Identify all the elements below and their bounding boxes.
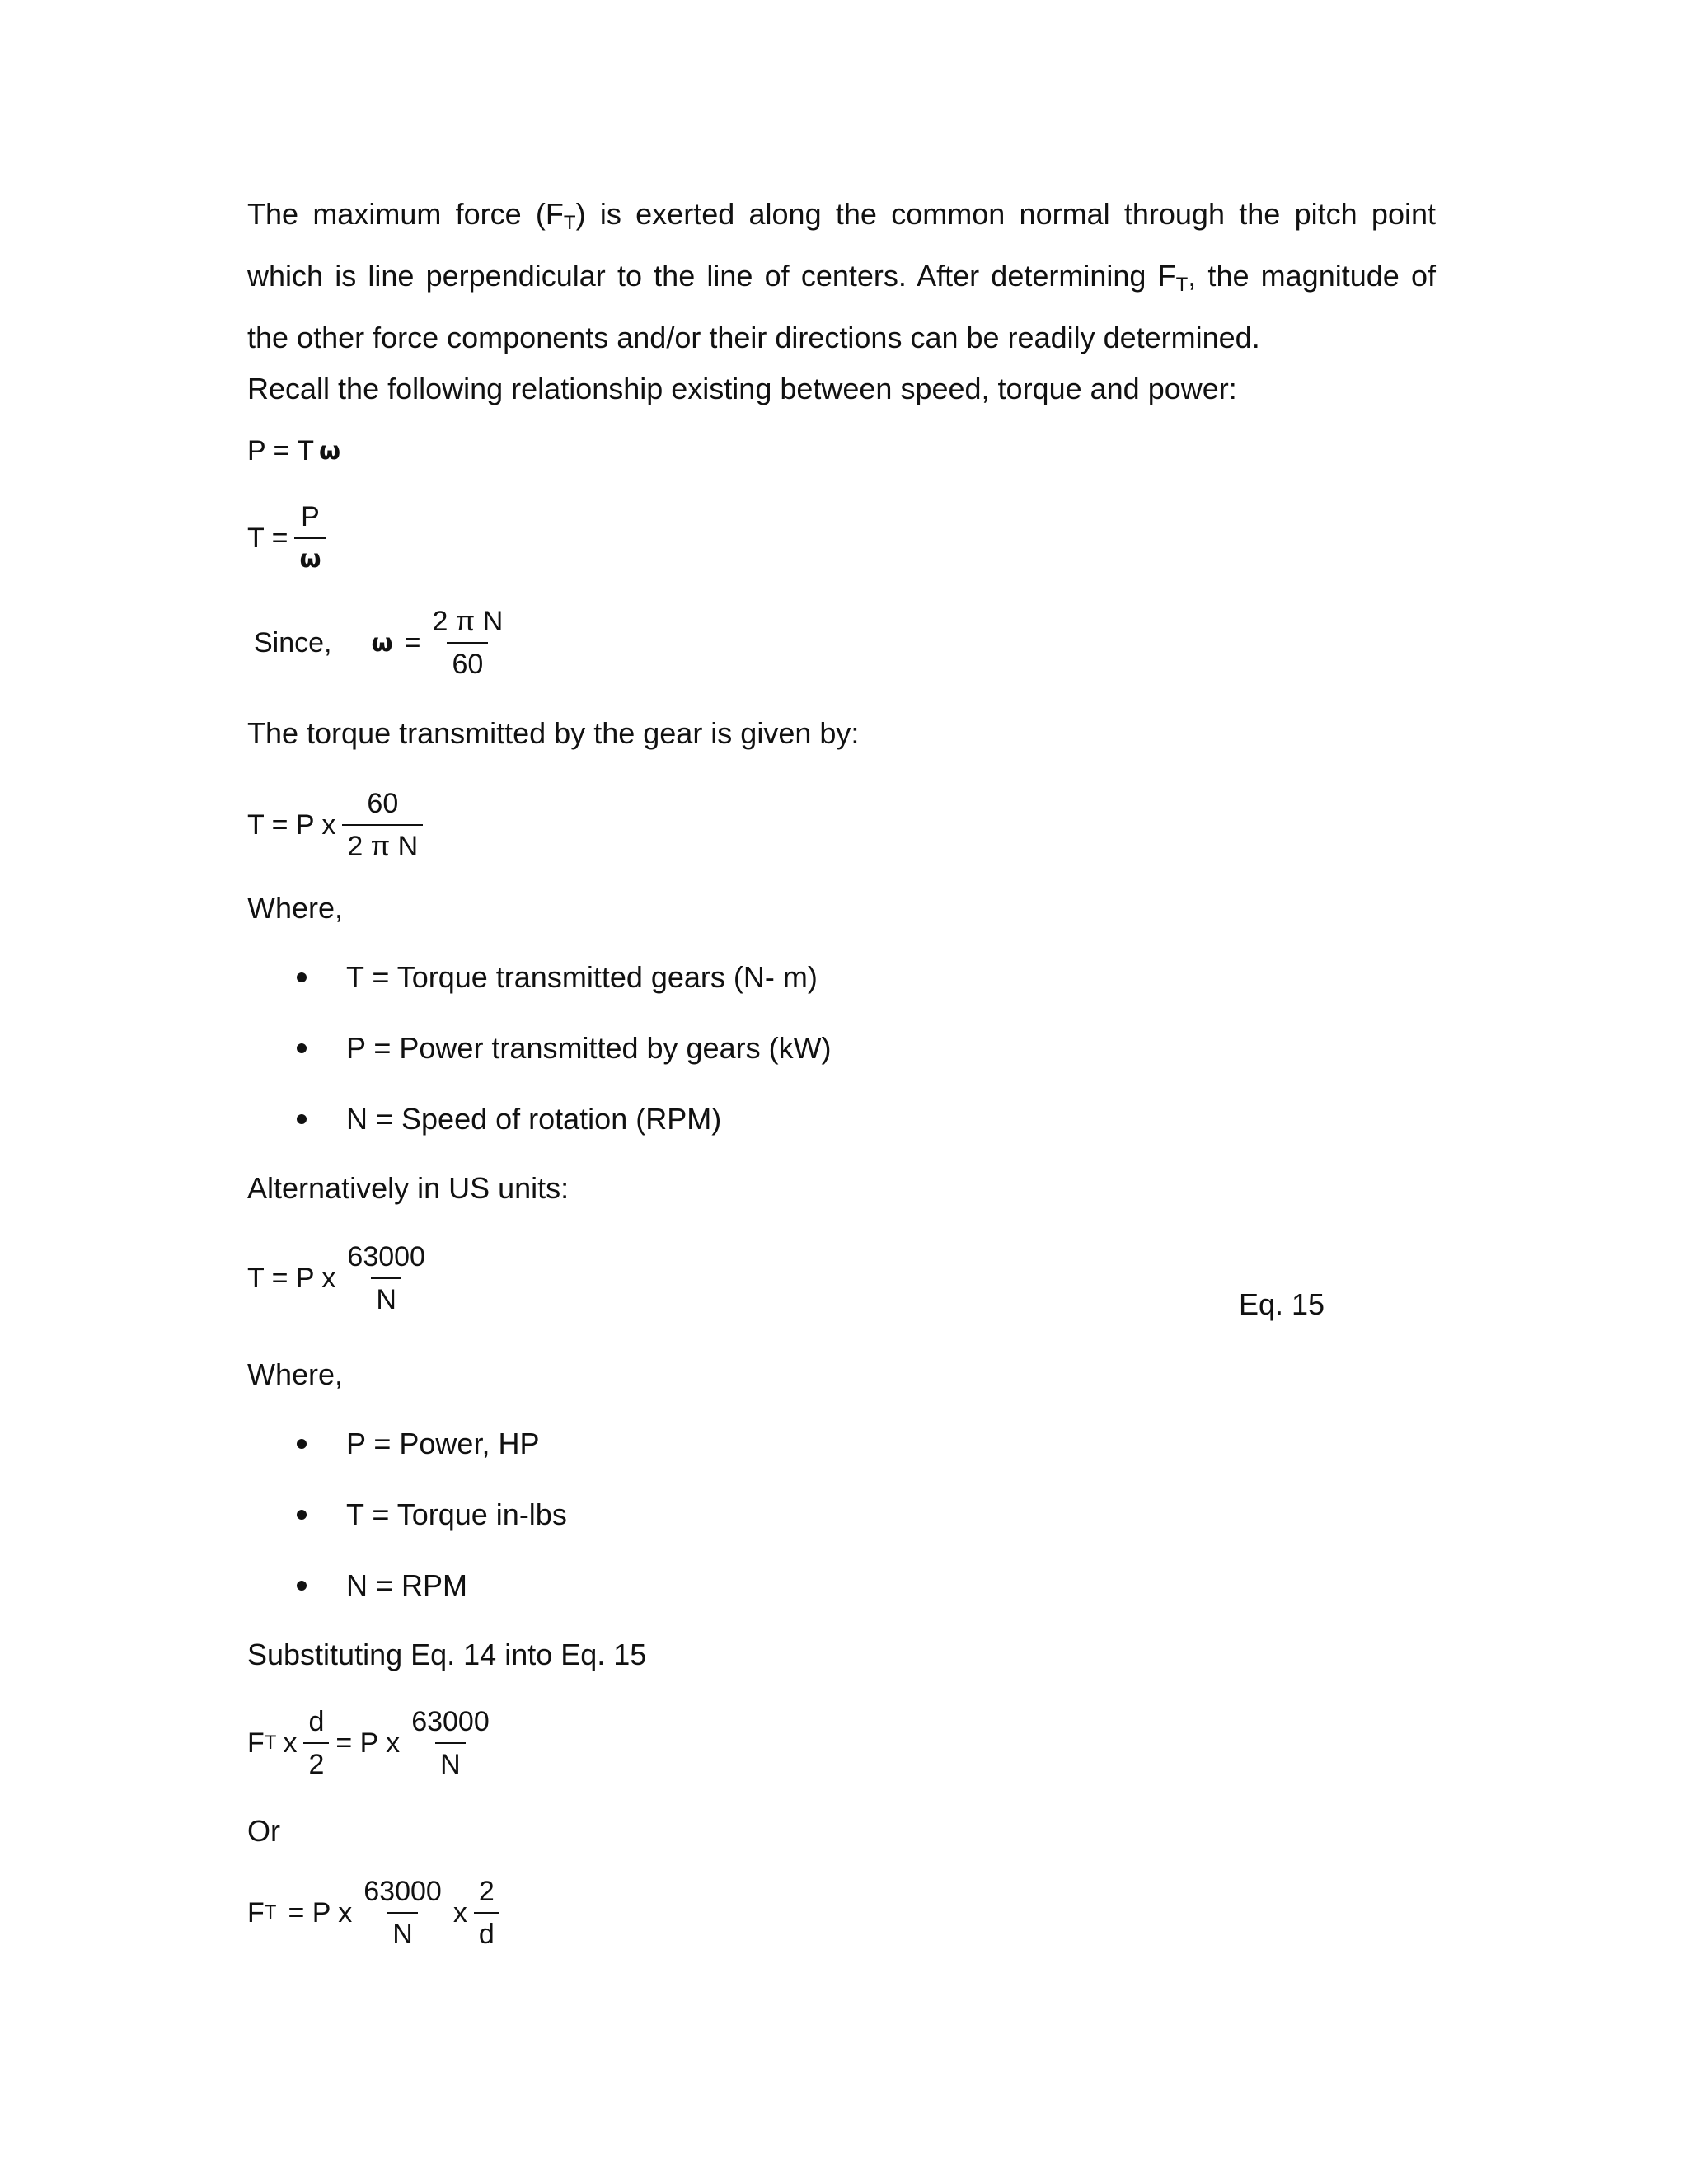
intro-text-2: ) is exerted along the common normal through the pitch point which is line perpendicular to the line of centers. After determining F (247, 197, 1436, 293)
fraction-numerator: 60 (367, 788, 399, 819)
subscript-t: T (264, 1901, 277, 1924)
fraction-numerator: P (301, 501, 320, 532)
fraction-numerator: 63000 (347, 1241, 425, 1272)
fraction (359, 1876, 447, 1950)
recall-paragraph: Recall the following relationship existing between speed, torque and power: (247, 372, 1237, 405)
fraction (294, 501, 326, 575)
times-sign: x (283, 1727, 298, 1759)
bullet-icon (297, 1510, 307, 1520)
or-label: Or (247, 1814, 280, 1848)
equation-lhs: T = P x (247, 1262, 336, 1294)
equation-middle: = P x (335, 1727, 401, 1759)
equals-sign: = (404, 626, 421, 658)
fraction-denominator: N (387, 1912, 418, 1950)
fraction (342, 1241, 430, 1315)
subscript-t: T (264, 1732, 277, 1754)
intro-text-3: , the magnitude of the other force components and/or their directions can be readily determined. (247, 259, 1436, 354)
intro-paragraph (247, 188, 1436, 364)
list-item-text: P = Power, HP (346, 1427, 540, 1460)
where-label-2: Where, (247, 1357, 344, 1391)
fraction-denominator: N (371, 1277, 401, 1315)
subscript-t: T (563, 212, 576, 234)
fraction (342, 788, 423, 862)
list-item (247, 1024, 832, 1094)
equation-torque-us (247, 1241, 437, 1315)
fraction-denominator: N (435, 1742, 466, 1780)
list-item (247, 1490, 567, 1561)
equation-omega (254, 606, 514, 680)
alt-units-paragraph: Alternatively in US units: (247, 1171, 570, 1205)
times-sign: x (452, 1896, 467, 1929)
omega-symbol: ω (371, 628, 393, 658)
fraction-denominator: d (474, 1912, 499, 1950)
list-item-text: N = Speed of rotation (RPM) (346, 1102, 722, 1136)
list-item-text: T = Torque in-lbs (346, 1497, 567, 1531)
fraction-numerator: 2 π N (432, 606, 504, 637)
substituting-paragraph: Substituting Eq. 14 into Eq. 15 (247, 1638, 647, 1671)
fraction (474, 1876, 499, 1950)
list-item (247, 953, 832, 1024)
force-symbol: F (247, 1896, 265, 1929)
omega-symbol: ω (318, 437, 341, 466)
bullet-icon (297, 1439, 307, 1449)
bullet-icon (297, 972, 307, 982)
list-item (247, 1419, 567, 1490)
fraction (406, 1706, 495, 1780)
fraction-numerator: 2 (478, 1876, 495, 1907)
equation-power (247, 435, 340, 467)
subscript-t: T (1175, 274, 1189, 296)
where-label-1: Where, (247, 891, 344, 925)
fraction-denominator: 2 (303, 1742, 329, 1780)
fraction (303, 1706, 329, 1780)
equation-torque-ratio (247, 501, 333, 575)
equation-middle: = P x (288, 1896, 353, 1929)
equation-torque-si (247, 788, 429, 862)
fraction-denominator: 60 (447, 642, 488, 680)
equation-lhs: T = (247, 522, 288, 554)
fraction-denominator: ω (294, 537, 326, 575)
equation-lhs: P = T (247, 435, 314, 466)
list-item (247, 1561, 567, 1632)
fraction-denominator: 2 π N (342, 824, 423, 862)
since-label: Since, (254, 626, 332, 658)
list-item-text: P = Power transmitted by gears (kW) (346, 1031, 832, 1065)
fraction-numerator: 63000 (411, 1706, 490, 1737)
force-symbol: F (247, 1727, 265, 1759)
bullet-icon (297, 1043, 307, 1053)
intro-text-1: The maximum force (F (247, 197, 564, 231)
bullet-icon (297, 1581, 307, 1591)
list-item-text: T = Torque transmitted gears (N- m) (346, 960, 818, 994)
bullet-icon (297, 1114, 307, 1124)
list-item-text: N = RPM (346, 1568, 468, 1602)
fraction (427, 606, 508, 680)
equation-lhs: T = P x (247, 808, 336, 841)
torque-paragraph: The torque transmitted by the gear is given by: (247, 716, 860, 750)
equation-number: Eq. 15 (1239, 1287, 1325, 1321)
equation-substitution (247, 1706, 501, 1780)
equation-tangential-force (247, 1876, 506, 1950)
list-item (247, 1094, 832, 1165)
bullet-list-us (247, 1419, 567, 1632)
bullet-list-si (247, 953, 832, 1165)
fraction-numerator: d (308, 1706, 325, 1737)
fraction-numerator: 63000 (363, 1876, 442, 1907)
